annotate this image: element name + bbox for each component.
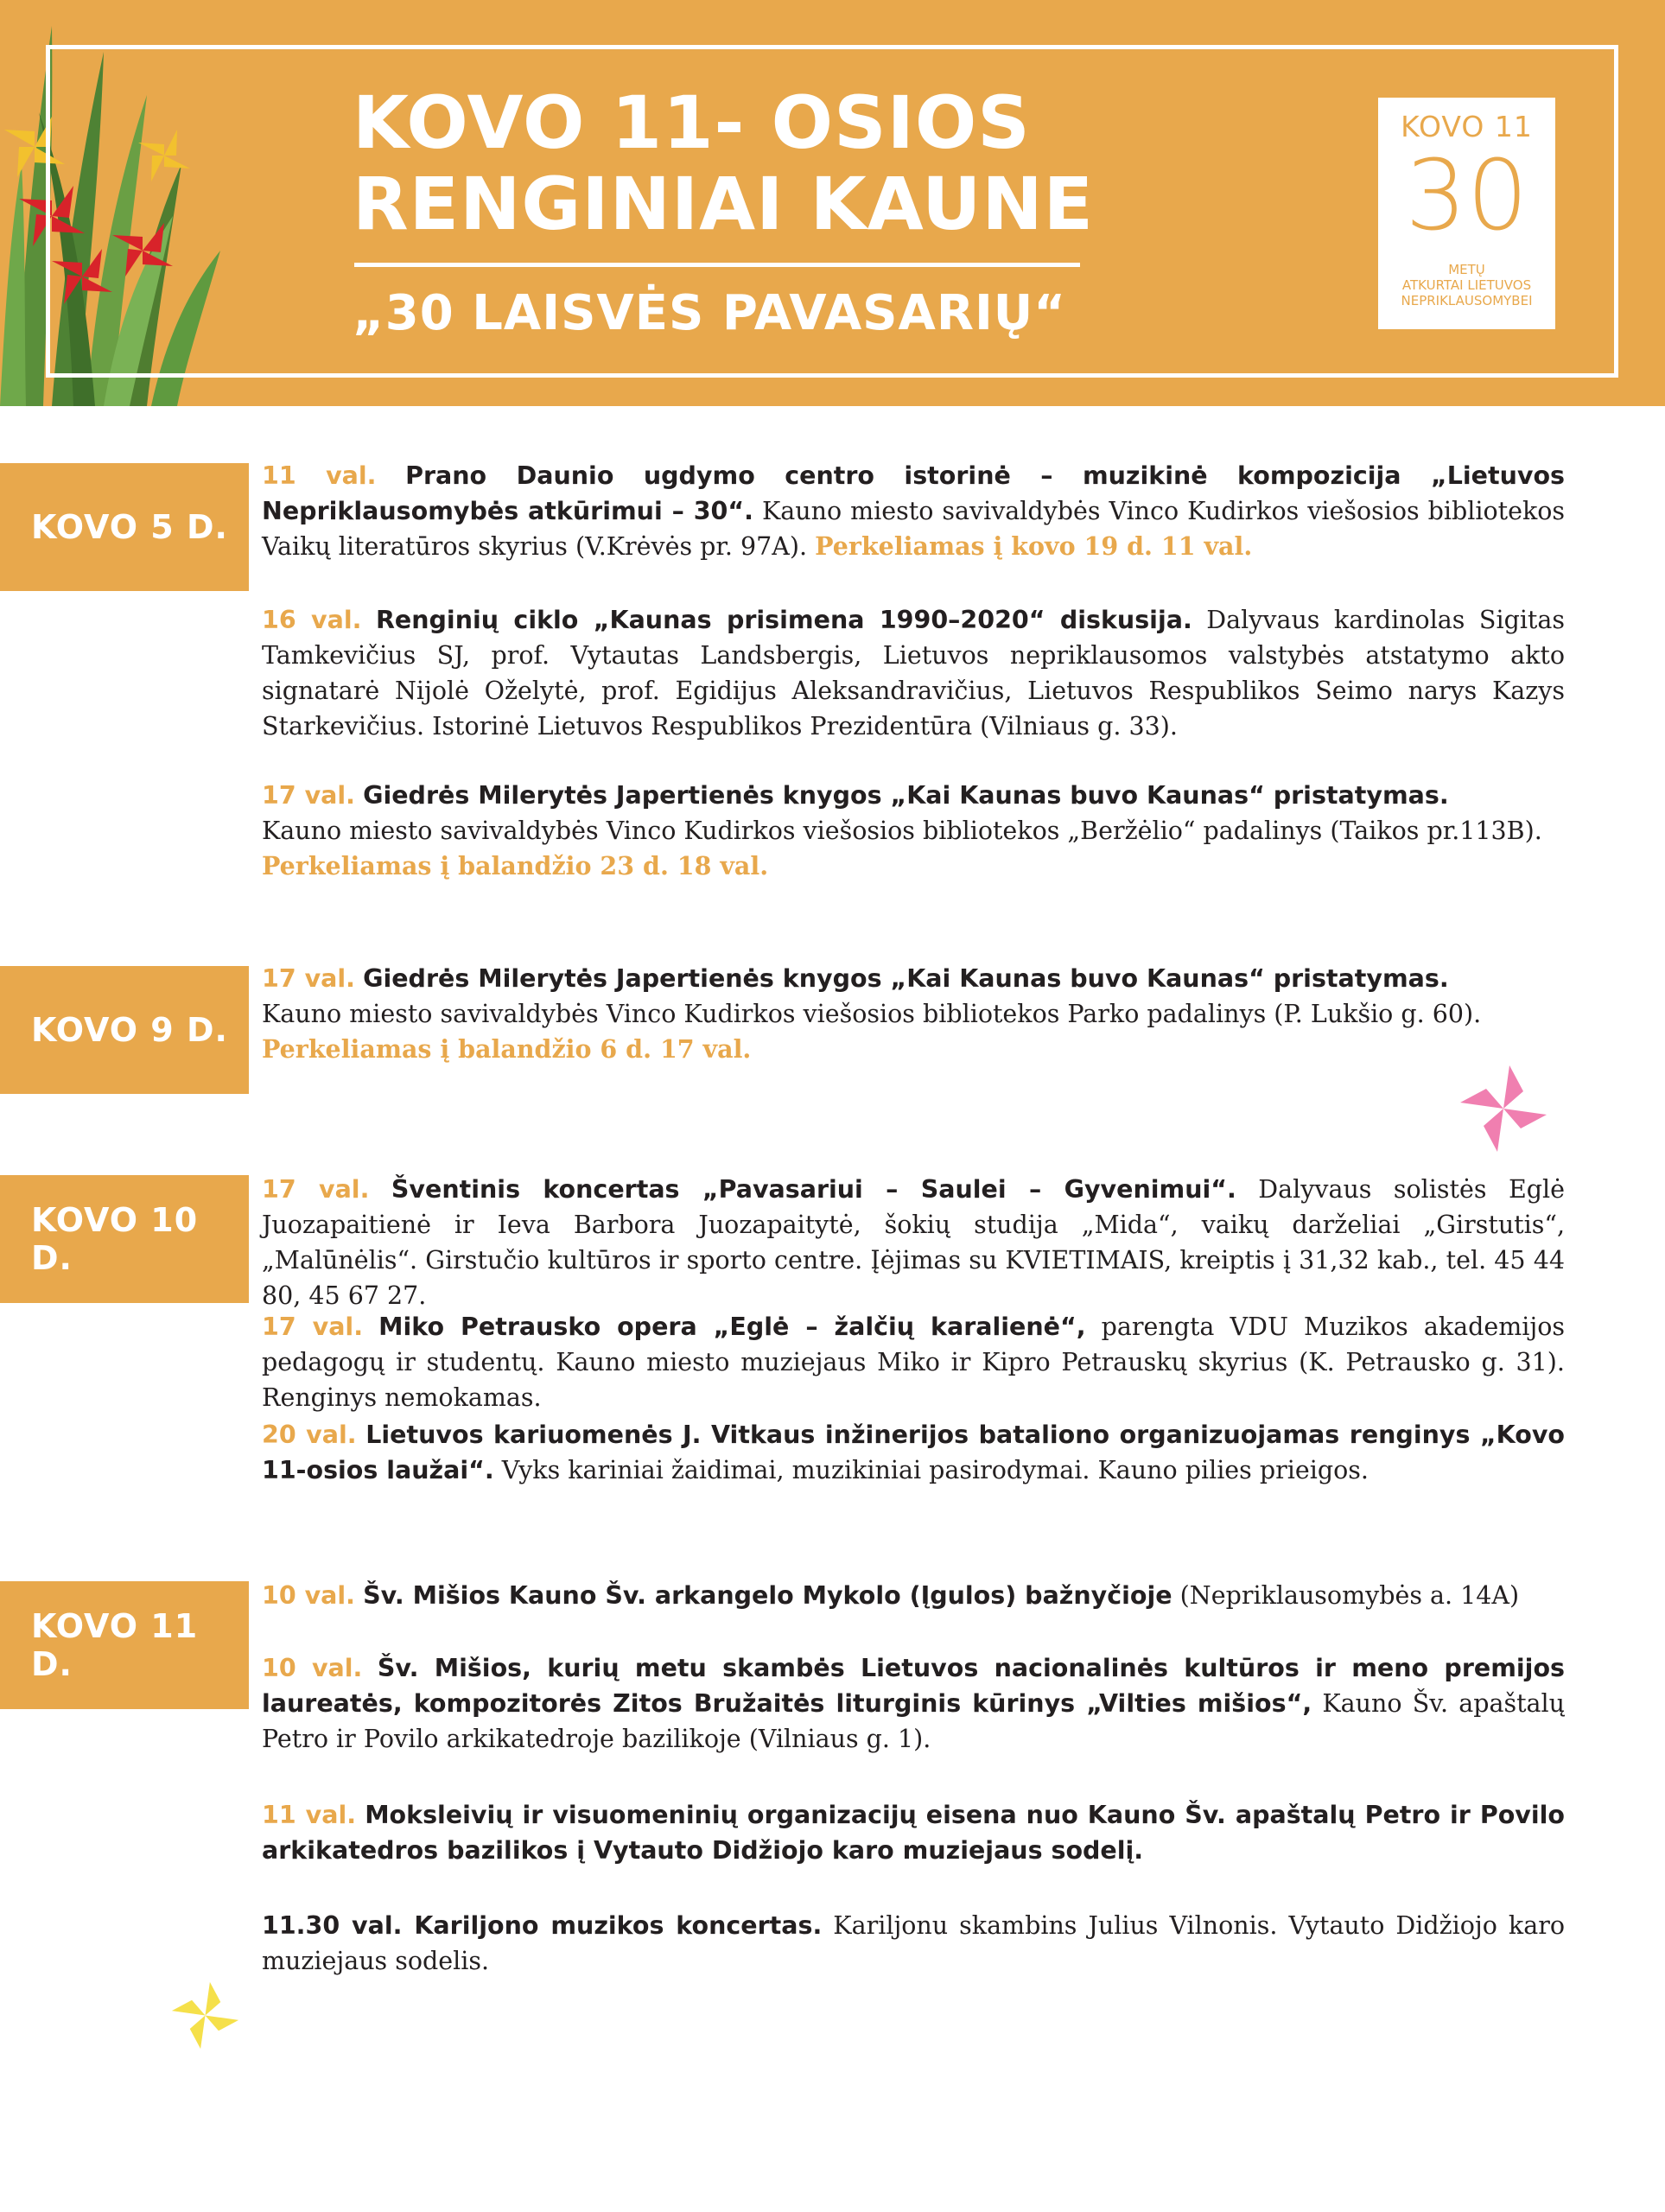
event-item — [262, 778, 1565, 884]
event-item — [262, 458, 1565, 564]
event-title: Renginių ciklo „Kaunas prisimena 1990–2020“ diskusija. — [375, 606, 1192, 634]
event-time: 10 val. — [262, 1654, 363, 1682]
event-details: (Nepriklausomybės a. 14A) — [1172, 1581, 1520, 1610]
anniversary-badge — [1378, 98, 1555, 329]
event-reschedule-note: Perkeliamas į balandžio 23 d. 18 val. — [262, 851, 769, 880]
event-time: 17 val. — [262, 1175, 370, 1204]
event-item — [262, 1309, 1565, 1415]
event-item — [262, 1172, 1565, 1313]
header-banner — [0, 0, 1665, 406]
event-time: 17 val. — [262, 781, 355, 810]
event-title: Šv. Mišios Kauno Šv. arkangelo Mykolo (Įgulos) bažnyčioje — [363, 1581, 1172, 1610]
badge-top-text: KOVO 11 — [1401, 110, 1533, 143]
event-time: 16 val. — [262, 606, 362, 634]
event-item — [262, 1797, 1565, 1868]
badge-number: 30 — [1405, 140, 1528, 252]
event-item — [262, 1578, 1565, 1613]
event-details: Kauno miesto savivaldybės Vinco Kudirkos viešosios bibliotekos Vaikų literatūros skyrius (V.Krėvės pr. 97A). — [262, 497, 1566, 561]
event-item — [262, 1908, 1565, 1979]
title-divider — [354, 263, 1080, 267]
event-reschedule-note: Perkeliamas į balandžio 6 d. 17 val. — [262, 1034, 752, 1064]
event-time: 11 val. — [262, 1801, 357, 1829]
event-details: Kauno miesto savivaldybės Vinco Kudirkos viešosios bibliotekos „Beržėlio“ padalinys (Taikos pr.113B). — [262, 817, 1542, 845]
pink-pinwheel-icon — [1456, 1061, 1551, 1156]
event-reschedule-note: Perkeliamas į kovo 19 d. 11 val. — [815, 531, 1253, 561]
event-time: 17 val. — [262, 964, 355, 993]
event-details: Kauno Šv. apaštalų Petro ir Povilo arkikatedroje bazilikoje (Vilniaus g. 1). — [262, 1689, 1565, 1753]
event-time: 17 val. — [262, 1313, 364, 1341]
event-title: Miko Petrausko opera „Eglė – žalčių karalienė“, — [378, 1313, 1086, 1341]
event-title: Giedrės Milerytės Japertienės knygos „Kai Kaunas buvo Kaunas“ pristatymas. — [363, 781, 1449, 810]
event-title: Prano Daunio ugdymo centro istorinė – muzikinė kompozicija „Lietuvos Nepriklausomybės atkūrimui – 30“. — [262, 461, 1565, 525]
page-title — [353, 82, 1094, 245]
day-label-march-10: KOVO 10 D. — [0, 1175, 249, 1303]
badge-caption — [1378, 262, 1555, 308]
event-title: Moksleivių ir visuomeninių organizacijų eisena nuo Kauno Šv. apaštalų Petro ir Povilo arkikatedros bazilikos į Vytauto Didžiojo karo muziejaus sodelį. — [262, 1801, 1566, 1865]
event-time: 20 val. — [262, 1421, 357, 1449]
badge-caption-line-1: METŲ — [1448, 262, 1485, 277]
badge-caption-line-2: ATKURTAI LIETUVOS — [1401, 277, 1532, 293]
title-line-1: KOVO 11- OSIOS — [353, 80, 1031, 165]
event-item — [262, 1650, 1565, 1757]
day-label-march-5: KOVO 5 D. — [0, 463, 249, 591]
event-details: Dalyvaus solistės Eglė Juozapaitienė ir Ieva Barbora Juozapaitytė, šokių studija „Mida“, vaikų darželiai „Girstutis“, „Malūnėlis“. Girstučio kultūros ir sporto centre. Įėjimas su KVIETIMAIS, kreiptis į 31,32 kab., tel. 45 44 80, 45 67 27. — [262, 1175, 1565, 1310]
event-details: Kariljonu skambins Julius Vilnonis. Vytauto Didžiojo karo muziejaus sodelis. — [262, 1911, 1565, 1975]
badge-caption-line-3: NEPRIKLAUSOMYBEI — [1401, 293, 1533, 308]
page-subtitle: „30 LAISVĖS PAVASARIŲ“ — [353, 285, 1067, 341]
event-title: Lietuvos kariuomenės J. Vitkaus inžinerijos bataliono organizuojamas renginys „Kovo 11-osios laužai“. — [262, 1421, 1566, 1484]
day-label-march-9: KOVO 9 D. — [0, 966, 249, 1094]
day-label-march-11: KOVO 11 D. — [0, 1581, 249, 1709]
event-item — [262, 602, 1565, 744]
event-item — [262, 1417, 1565, 1488]
event-title: 11.30 val. Kariljono muzikos koncertas. — [262, 1911, 823, 1940]
event-title: Giedrės Milerytės Japertienės knygos „Kai Kaunas buvo Kaunas“ pristatymas. — [363, 964, 1449, 993]
event-time: 10 val. — [262, 1581, 355, 1610]
event-details: Vyks kariniai žaidimai, muzikiniai pasirodymai. Kauno pilies prieigos. — [493, 1456, 1369, 1484]
event-details: Kauno miesto savivaldybės Vinco Kudirkos viešosios bibliotekos Parko padalinys (P. Lukšio g. 60). — [262, 1000, 1482, 1028]
event-title: Šventinis koncertas „Pavasariui – Saulei – Gyvenimui“. — [391, 1175, 1236, 1204]
event-item — [262, 961, 1565, 1067]
event-time: 11 val. — [262, 461, 377, 490]
event-details: parengta VDU Muzikos akademijos pedagogų ir studentų. Kauno miesto muziejaus Miko ir Kipro Petrauskų skyrius (K. Petrausko g. 31). Renginys nemokamas. — [262, 1313, 1565, 1412]
title-line-2: RENGINIAI KAUNE — [353, 162, 1095, 246]
event-details: Dalyvaus kardinolas Sigitas Tamkevičius SJ, prof. Vytautas Landsbergis, Lietuvos nepriklausomos valstybės atstatymo akto signatarė Nijolė Oželytė, prof. Egidijus Aleksandravičius, Lietuvos Respublikos Seimo narys Kazys Starkevičius. Istorinė Lietuvos Respublikos Prezidentūra (Vilniaus g. 33). — [262, 606, 1566, 741]
yellow-pinwheel-icon — [168, 1979, 242, 2052]
event-title: Šv. Mišios, kurių metu skambės Lietuvos nacionalinės kultūros ir meno premijos laureatės, kompozitorės Zitos Bružaitės liturginis kūrinys „Vilties mišios“, — [262, 1654, 1565, 1718]
